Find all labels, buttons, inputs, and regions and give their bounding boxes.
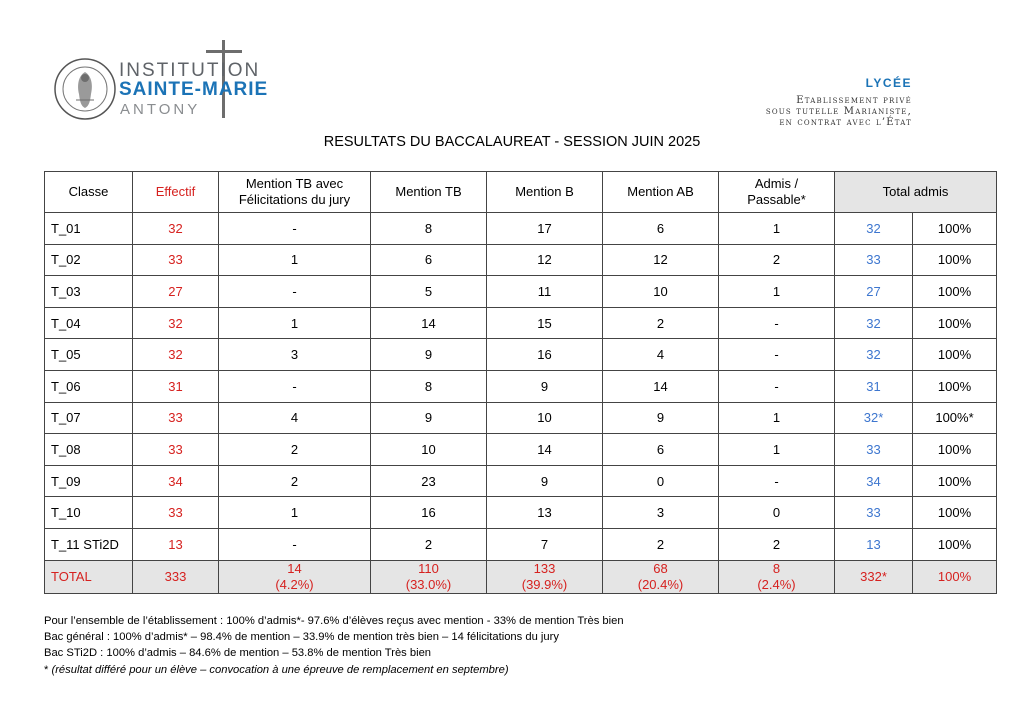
cell-total: 31 (835, 370, 913, 402)
cell-b: 15 (487, 307, 603, 339)
footnotes (44, 613, 624, 678)
cell-admis: - (719, 465, 835, 497)
cell-tb-felic: - (219, 276, 371, 308)
cell-effectif: 32 (133, 307, 219, 339)
cell-tb-felic: 4 (219, 402, 371, 434)
cell-effectif: 31 (133, 370, 219, 402)
total-value: 68 (653, 560, 668, 576)
cell-admis: 2 (719, 528, 835, 560)
cell-tb-felic: - (219, 528, 371, 560)
cell-admis: 0 (719, 497, 835, 529)
cell-b: 12 (487, 244, 603, 276)
cell-classe: T_10 (45, 497, 133, 529)
total-percent: (4.2%) (275, 576, 314, 592)
cell-admis: 1 (719, 276, 835, 308)
cell-ab: 2 (603, 307, 719, 339)
cell-classe: T_09 (45, 465, 133, 497)
brand-sainte-marie: SAINTE-MARIE (119, 79, 269, 100)
cell-tb: 9 (371, 339, 487, 371)
cell-ab: 6 (603, 434, 719, 466)
total-percent: (33.0%) (405, 576, 452, 592)
total-value: 133 (533, 560, 556, 576)
header-tb-felic-line2: Félicitations du jury (238, 192, 351, 207)
table-row (45, 276, 997, 308)
cell-admis: - (719, 339, 835, 371)
asterisk-text: (résultat différé pour un élève – convocation à une épreuve de remplacement en septembre) (51, 663, 509, 676)
etablissement-info (766, 95, 912, 128)
cell-b: 13 (487, 497, 603, 529)
cell-effectif: 33 (133, 497, 219, 529)
header-mention-tb: Mention TB (371, 172, 487, 213)
total-cell-label: TOTAL (45, 560, 133, 593)
total-cell-ab (603, 560, 719, 593)
cell-effectif: 13 (133, 528, 219, 560)
cell-tb: 14 (371, 307, 487, 339)
cell-tb: 23 (371, 465, 487, 497)
total-cell-b (487, 560, 603, 593)
cell-tb: 8 (371, 370, 487, 402)
cell-tb-felic: 1 (219, 307, 371, 339)
header-admis-line2: Passable* (747, 192, 806, 207)
table-row (45, 434, 997, 466)
cell-admis: 1 (719, 213, 835, 245)
cell-total: 32* (835, 402, 913, 434)
cell-pct: 100% (913, 244, 997, 276)
cell-ab: 3 (603, 497, 719, 529)
cell-pct: 100% (913, 276, 997, 308)
cell-b: 14 (487, 434, 603, 466)
total-percent: (2.4%) (757, 576, 796, 592)
table-row (45, 402, 997, 434)
header-mention-tb-felicitations (219, 172, 371, 213)
total-value: 14 (287, 560, 302, 576)
total-cell-tb-felic (219, 560, 371, 593)
total-cell-admis (719, 560, 835, 593)
table-body (45, 213, 997, 594)
cell-total: 33 (835, 497, 913, 529)
cell-classe: T_05 (45, 339, 133, 371)
brand-antony: ANTONY (120, 101, 201, 118)
header-admis-line1: Admis / (754, 176, 799, 191)
cell-ab: 2 (603, 528, 719, 560)
cell-pct: 100% (913, 213, 997, 245)
cell-admis: 1 (719, 434, 835, 466)
cell-tb-felic: 1 (219, 244, 371, 276)
cell-pct: 100% (913, 434, 997, 466)
cell-tb: 2 (371, 528, 487, 560)
cell-b: 16 (487, 339, 603, 371)
cell-pct: 100% (913, 528, 997, 560)
cell-admis: 1 (719, 402, 835, 434)
cell-b: 7 (487, 528, 603, 560)
total-percent: (39.9%) (521, 576, 568, 592)
header-mention-ab: Mention AB (603, 172, 719, 213)
table-header-row (45, 172, 997, 213)
cell-classe: T_01 (45, 213, 133, 245)
total-row (45, 560, 997, 593)
cell-classe: T_03 (45, 276, 133, 308)
cell-b: 11 (487, 276, 603, 308)
cell-pct: 100% (913, 465, 997, 497)
table-row (45, 339, 997, 371)
header-effectif: Effectif (133, 172, 219, 213)
cell-classe: T_07 (45, 402, 133, 434)
cell-ab: 0 (603, 465, 719, 497)
note-asterisk (44, 662, 624, 678)
cell-admis: 2 (719, 244, 835, 276)
header-admis-passable (719, 172, 835, 213)
cell-total: 32 (835, 339, 913, 371)
cell-ab: 14 (603, 370, 719, 402)
total-cell-total: 332* (835, 560, 913, 593)
cell-pct: 100% (913, 370, 997, 402)
cell-b: 10 (487, 402, 603, 434)
cell-tb-felic: - (219, 370, 371, 402)
cell-classe: T_04 (45, 307, 133, 339)
cell-tb: 10 (371, 434, 487, 466)
note-etablissement: Pour l’ensemble de l’établissement : 100% d’admis*- 97.6% d’élèves reçus avec mention - 33% de mention Très bien (44, 615, 624, 627)
total-cell-pct: 100% (913, 560, 997, 593)
table-row (45, 528, 997, 560)
institution-seal-logo (54, 58, 116, 120)
cell-b: 9 (487, 465, 603, 497)
asterisk-mark: * (44, 663, 49, 676)
header-tb-felic-line1: Mention TB avec (245, 176, 344, 191)
header-classe: Classe (45, 172, 133, 213)
cell-classe: T_11 STi2D (45, 528, 133, 560)
cell-classe: T_08 (45, 434, 133, 466)
table-row (45, 244, 997, 276)
cell-tb: 6 (371, 244, 487, 276)
total-cell-tb (371, 560, 487, 593)
etab-line-3: en contrat avec l’État (779, 117, 912, 128)
cell-tb: 16 (371, 497, 487, 529)
cell-effectif: 32 (133, 213, 219, 245)
cell-tb-felic: 3 (219, 339, 371, 371)
header-mention-b: Mention B (487, 172, 603, 213)
lycee-label: LYCÉE (865, 76, 912, 90)
table-row (45, 213, 997, 245)
cell-tb-felic: - (219, 213, 371, 245)
total-cell-effectif: 333 (133, 560, 219, 593)
cell-total: 32 (835, 307, 913, 339)
cell-ab: 4 (603, 339, 719, 371)
cell-pct: 100% (913, 497, 997, 529)
cell-tb: 5 (371, 276, 487, 308)
cell-pct: 100% (913, 307, 997, 339)
cell-pct: 100% (913, 339, 997, 371)
etab-line-2: sous tutelle Marianiste, (765, 106, 912, 117)
cell-tb-felic: 2 (219, 434, 371, 466)
cell-admis: - (719, 370, 835, 402)
header-total-admis: Total admis (835, 172, 997, 213)
etab-line-1: Etablissement privé (796, 95, 912, 106)
page-title: RESULTATS DU BACCALAUREAT - SESSION JUIN 2025 (323, 134, 701, 150)
cell-classe: T_06 (45, 370, 133, 402)
cell-tb: 9 (371, 402, 487, 434)
cell-tb-felic: 2 (219, 465, 371, 497)
table-row (45, 497, 997, 529)
cell-admis: - (719, 307, 835, 339)
note-bac-general: Bac général : 100% d’admis* – 98.4% de mention – 33.9% de mention très bien – 14 félicitations du jury (44, 631, 559, 644)
note-bac-sti2d: Bac STi2D : 100% d’admis – 84.6% de mention – 53.8% de mention Très bien (44, 647, 432, 660)
results-table (44, 171, 997, 594)
cell-effectif: 34 (133, 465, 219, 497)
cell-total: 32 (835, 213, 913, 245)
page-header (0, 0, 1024, 130)
cell-total: 34 (835, 465, 913, 497)
cell-total: 13 (835, 528, 913, 560)
table-row (45, 465, 997, 497)
total-percent: (20.4%) (637, 576, 684, 592)
cell-effectif: 33 (133, 402, 219, 434)
cell-ab: 12 (603, 244, 719, 276)
total-value: 110 (418, 560, 439, 576)
cell-tb-felic: 1 (219, 497, 371, 529)
cell-effectif: 32 (133, 339, 219, 371)
cell-pct: 100%* (913, 402, 997, 434)
cell-tb: 8 (371, 213, 487, 245)
cell-ab: 9 (603, 402, 719, 434)
table-row (45, 307, 997, 339)
cell-total: 27 (835, 276, 913, 308)
cell-b: 9 (487, 370, 603, 402)
cell-total: 33 (835, 434, 913, 466)
table-row (45, 370, 997, 402)
cell-ab: 10 (603, 276, 719, 308)
cell-effectif: 27 (133, 276, 219, 308)
cell-effectif: 33 (133, 434, 219, 466)
cell-classe: T_02 (45, 244, 133, 276)
total-value: 8 (772, 560, 781, 576)
cell-b: 17 (487, 213, 603, 245)
brand-institution: INSTITUTION (119, 60, 261, 81)
cell-total: 33 (835, 244, 913, 276)
cell-ab: 6 (603, 213, 719, 245)
cell-effectif: 33 (133, 244, 219, 276)
